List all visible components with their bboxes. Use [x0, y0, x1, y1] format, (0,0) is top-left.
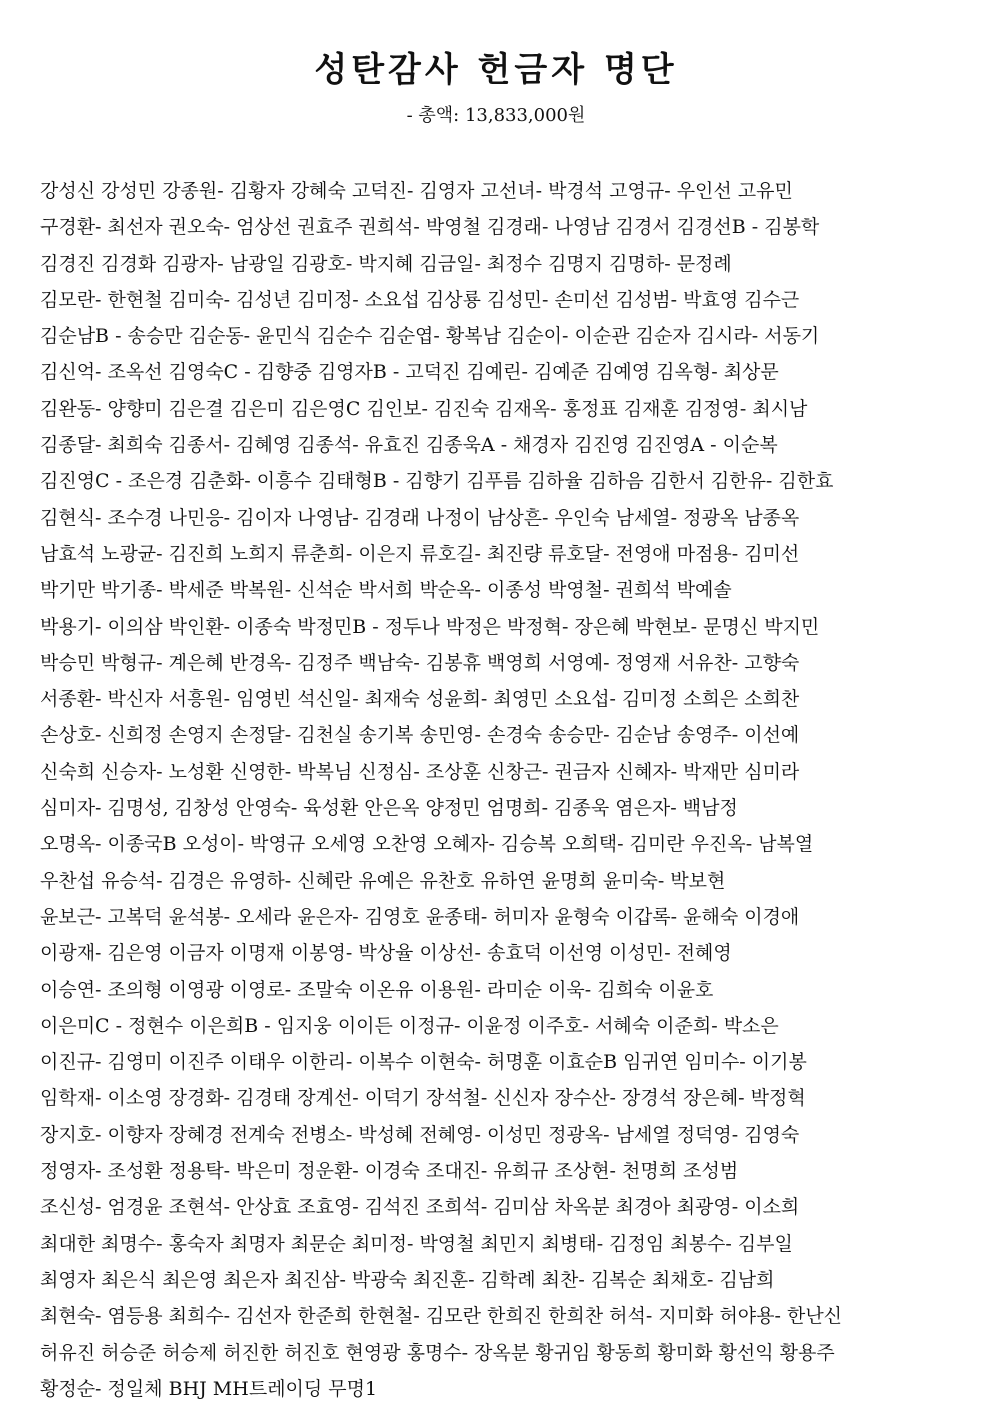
donor-line: 최영자 최은식 최은영 최은자 최진삼- 박광숙 최진훈- 김학례 최찬- 김복순 최채호- 김남희 [40, 1268, 775, 1291]
donor-line: 우찬섭 유승석- 김경은 유영하- 신혜란 유예은 유찬호 유하연 윤명희 윤미숙- 박보현 [40, 869, 726, 892]
donor-line: 남효석 노광균- 김진희 노희지 류춘희- 이은지 류호길- 최진량 류호달- 전영애 마점용- 김미선 [40, 542, 800, 565]
donor-line: 최현숙- 염등용 최희수- 김선자 한준희 한현철- 김모란 한희진 한희찬 허석- 지미화 허야용- 한난신 [40, 1305, 843, 1328]
donor-line: 이광재- 김은영 이금자 이명재 이봉영- 박상율 이상선- 송효덕 이선영 이성민- 전혜영 [40, 942, 732, 965]
donor-line: 임학재- 이소영 장경화- 김경태 장계선- 이덕기 장석철- 신신자 장수산- 장경석 장은혜- 박정혁 [40, 1087, 806, 1110]
donor-line: 황정순- 정일체 BHJ MH트레이딩 무명1 [40, 1377, 378, 1400]
donor-line: 강성신 강성민 강종원- 김황자 강혜숙 고덕진- 김영자 고선녀- 박경석 고영규- 우인선 고유민 [40, 180, 793, 202]
donor-line: 윤보근- 고복덕 윤석봉- 오세라 윤은자- 김영호 윤종태- 허미자 윤형숙 이갑록- 윤해숙 이경애 [40, 905, 800, 928]
page-title: 성탄감사 헌금자 명단 [314, 50, 678, 90]
donor-line: 이진규- 김영미 이진주 이태우 이한리- 이복수 이현숙- 허명훈 이효순B 임귀연 임미수- 이기봉 [40, 1051, 807, 1074]
donor-line: 김진영C - 조은경 김춘화- 이흥수 김태형B - 김향기 김푸름 김하율 김하음 김한서 김한유- 김한효 [40, 470, 834, 493]
donor-line: 김모란- 한현철 김미숙- 김성년 김미정- 소요섭 김상룡 김성민- 손미선 김성범- 박효영 김수근 [40, 288, 800, 311]
donor-list [40, 176, 970, 1410]
donor-line: 이승연- 조의형 이영광 이영로- 조말숙 이온유 이용원- 라미순 이욱- 김희숙 이윤호 [40, 978, 714, 1001]
donor-line: 신숙희 신승자- 노성환 신영한- 박복님 신정심- 조상훈 신창근- 권금자 신혜자- 박재만 심미라 [40, 760, 800, 783]
donor-line: 김순남B - 송승만 김순동- 윤민식 김순수 김순엽- 황복남 김순이- 이순관 김순자 김시라- 서동기 [40, 325, 820, 348]
donor-line: 손상호- 신희정 손영지 손정달- 김천실 송기복 송민영- 손경숙 송승만- 김순남 송영주- 이선예 [40, 724, 800, 747]
donor-line: 조신성- 엄경윤 조현석- 안상효 조효영- 김석진 조희석- 김미삼 차옥분 최경아 최광영- 이소희 [40, 1196, 800, 1219]
donor-line: 이은미C - 정현수 이은희B - 임지웅 이이든 이정규- 이윤정 이주호- 서혜숙 이준희- 박소은 [40, 1014, 779, 1037]
donor-line: 김현식- 조수경 나민응- 김이자 나영남- 김경래 나정이 남상흔- 우인숙 남세열- 정광옥 남종옥 [40, 506, 800, 529]
donor-line: 정영자- 조성환 정용탁- 박은미 정운환- 이경숙 조대진- 유희규 조상현- 천명희 조성범 [40, 1160, 739, 1183]
donor-line: 장지호- 이향자 장혜경 전계숙 전병소- 박성혜 전혜영- 이성민 정광옥- 남세열 정덕영- 김영숙 [40, 1123, 800, 1146]
donor-line: 서종환- 박신자 서흥원- 임영빈 석신일- 최재숙 성윤희- 최영민 소요섭- 김미정 소희은 소희찬 [40, 688, 800, 711]
donor-line: 최대한 최명수- 홍숙자 최명자 최문순 최미정- 박영철 최민지 최병태- 김정임 최봉수- 김부일 [40, 1232, 793, 1255]
donor-line: 오명옥- 이종국B 오성이- 박영규 오세영 오찬영 오혜자- 김승복 오희택- 김미란 우진옥- 남복열 [40, 833, 814, 856]
donor-line: 김경진 김경화 김광자- 남광일 김광호- 박지혜 김금일- 최정수 김명지 김명하- 문정례 [40, 252, 732, 275]
total-amount: - 총액: 13,833,000원 [406, 105, 586, 126]
donor-line: 박용기- 이의삼 박인환- 이종숙 박정민B - 정두나 박정은 박정혁- 장은혜 박현보- 문명신 박지민 [40, 615, 820, 638]
donor-line: 김종달- 최희숙 김종서- 김혜영 김종석- 유효진 김종욱A - 채경자 김진영 김진영A - 이순복 [40, 434, 778, 457]
donor-line: 박승민 박형규- 계은혜 반경옥- 김정주 백남숙- 김봉휴 백영희 서영예- 정영재 서유찬- 고향숙 [40, 651, 800, 674]
donor-line: 김완동- 양향미 김은결 김은미 김은영C 김인보- 김진숙 김재옥- 홍정표 김재훈 김정영- 최시남 [40, 397, 808, 420]
donor-line: 허유진 허승준 허승제 허진한 허진호 현영광 홍명수- 장옥분 황귀임 황동희 황미화 황선익 황용주 [40, 1341, 835, 1364]
donor-line: 김신억- 조옥선 김영숙C - 김향중 김영자B - 고덕진 김예린- 김예준 김예영 김옥형- 최상문 [40, 361, 779, 384]
donor-line: 구경환- 최선자 권오숙- 엄상선 권효주 권희석- 박영철 김경래- 나영남 김경서 김경선B - 김봉학 [40, 216, 820, 239]
donor-line: 심미자- 김명성, 김창성 안영숙- 육성환 안은옥 양정민 엄명희- 김종욱 염은자- 백남정 [40, 797, 738, 820]
donor-line: 박기만 박기종- 박세준 박복원- 신석순 박서희 박순옥- 이종성 박영철- 권희석 박예솔 [40, 579, 732, 602]
